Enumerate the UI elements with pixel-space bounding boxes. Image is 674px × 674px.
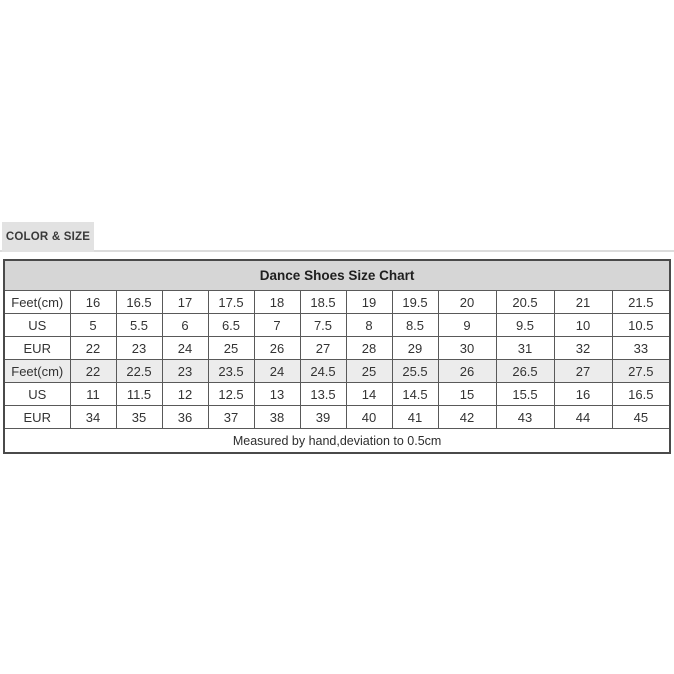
size-cell: 12 bbox=[162, 383, 208, 406]
section-tab-strip bbox=[0, 222, 674, 253]
size-cell: 38 bbox=[254, 406, 300, 429]
title-row bbox=[4, 260, 670, 291]
size-cell: 23 bbox=[162, 360, 208, 383]
size-cell: 15 bbox=[438, 383, 496, 406]
size-cell: 35 bbox=[116, 406, 162, 429]
size-cell: 8 bbox=[346, 314, 392, 337]
size-cell: 27 bbox=[554, 360, 612, 383]
table-row bbox=[4, 314, 670, 337]
footnote-row bbox=[4, 429, 670, 454]
size-chart-table bbox=[3, 259, 671, 454]
size-cell: 11.5 bbox=[116, 383, 162, 406]
size-cell: 41 bbox=[392, 406, 438, 429]
size-cell: 44 bbox=[554, 406, 612, 429]
size-cell: 32 bbox=[554, 337, 612, 360]
size-cell: 14 bbox=[346, 383, 392, 406]
row-label-eur: EUR bbox=[4, 406, 70, 429]
size-cell: 21.5 bbox=[612, 291, 670, 314]
size-cell: 10 bbox=[554, 314, 612, 337]
size-cell: 40 bbox=[346, 406, 392, 429]
color-size-tab[interactable] bbox=[2, 222, 94, 252]
size-cell: 16.5 bbox=[612, 383, 670, 406]
row-label-us: US bbox=[4, 383, 70, 406]
row-label-us: US bbox=[4, 314, 70, 337]
size-cell: 27.5 bbox=[612, 360, 670, 383]
size-cell: 12.5 bbox=[208, 383, 254, 406]
size-cell: 22 bbox=[70, 337, 116, 360]
tab-strip-divider bbox=[0, 250, 674, 252]
size-cell: 34 bbox=[70, 406, 116, 429]
size-cell: 16 bbox=[70, 291, 116, 314]
size-cell: 27 bbox=[300, 337, 346, 360]
size-cell: 18 bbox=[254, 291, 300, 314]
size-cell: 13.5 bbox=[300, 383, 346, 406]
size-cell: 25.5 bbox=[392, 360, 438, 383]
size-cell: 24.5 bbox=[300, 360, 346, 383]
size-cell: 39 bbox=[300, 406, 346, 429]
size-cell: 45 bbox=[612, 406, 670, 429]
table-row bbox=[4, 360, 670, 383]
size-cell: 16 bbox=[554, 383, 612, 406]
size-cell: 37 bbox=[208, 406, 254, 429]
size-cell: 5.5 bbox=[116, 314, 162, 337]
size-cell: 30 bbox=[438, 337, 496, 360]
size-cell: 17 bbox=[162, 291, 208, 314]
size-cell: 20.5 bbox=[496, 291, 554, 314]
size-cell: 19.5 bbox=[392, 291, 438, 314]
size-cell: 17.5 bbox=[208, 291, 254, 314]
size-cell: 43 bbox=[496, 406, 554, 429]
size-cell: 20 bbox=[438, 291, 496, 314]
size-cell: 19 bbox=[346, 291, 392, 314]
size-cell: 7 bbox=[254, 314, 300, 337]
size-cell: 15.5 bbox=[496, 383, 554, 406]
size-chart-title: Dance Shoes Size Chart bbox=[4, 260, 670, 291]
size-cell: 22.5 bbox=[116, 360, 162, 383]
size-cell: 16.5 bbox=[116, 291, 162, 314]
size-cell: 11 bbox=[70, 383, 116, 406]
table-row bbox=[4, 291, 670, 314]
size-cell: 9.5 bbox=[496, 314, 554, 337]
size-cell: 21 bbox=[554, 291, 612, 314]
size-cell: 33 bbox=[612, 337, 670, 360]
size-cell: 6 bbox=[162, 314, 208, 337]
size-cell: 26 bbox=[438, 360, 496, 383]
size-cell: 10.5 bbox=[612, 314, 670, 337]
row-label-eur: EUR bbox=[4, 337, 70, 360]
size-cell: 26 bbox=[254, 337, 300, 360]
table-row bbox=[4, 337, 670, 360]
size-cell: 13 bbox=[254, 383, 300, 406]
row-label-feet-cm: Feet(cm) bbox=[4, 291, 70, 314]
size-cell: 6.5 bbox=[208, 314, 254, 337]
row-label-feet-cm: Feet(cm) bbox=[4, 360, 70, 383]
size-cell: 22 bbox=[70, 360, 116, 383]
size-cell: 36 bbox=[162, 406, 208, 429]
size-cell: 26.5 bbox=[496, 360, 554, 383]
size-cell: 8.5 bbox=[392, 314, 438, 337]
table-row bbox=[4, 383, 670, 406]
size-cell: 14.5 bbox=[392, 383, 438, 406]
size-cell: 18.5 bbox=[300, 291, 346, 314]
size-cell: 9 bbox=[438, 314, 496, 337]
size-cell: 24 bbox=[254, 360, 300, 383]
size-cell: 5 bbox=[70, 314, 116, 337]
size-cell: 24 bbox=[162, 337, 208, 360]
size-cell: 23.5 bbox=[208, 360, 254, 383]
size-cell: 7.5 bbox=[300, 314, 346, 337]
table-row bbox=[4, 406, 670, 429]
size-cell: 25 bbox=[346, 360, 392, 383]
size-cell: 31 bbox=[496, 337, 554, 360]
size-cell: 23 bbox=[116, 337, 162, 360]
size-cell: 42 bbox=[438, 406, 496, 429]
size-chart-footnote: Measured by hand,deviation to 0.5cm bbox=[4, 429, 670, 454]
size-cell: 25 bbox=[208, 337, 254, 360]
size-cell: 28 bbox=[346, 337, 392, 360]
color-size-tab-label: COLOR & SIZE bbox=[5, 231, 91, 243]
size-cell: 29 bbox=[392, 337, 438, 360]
